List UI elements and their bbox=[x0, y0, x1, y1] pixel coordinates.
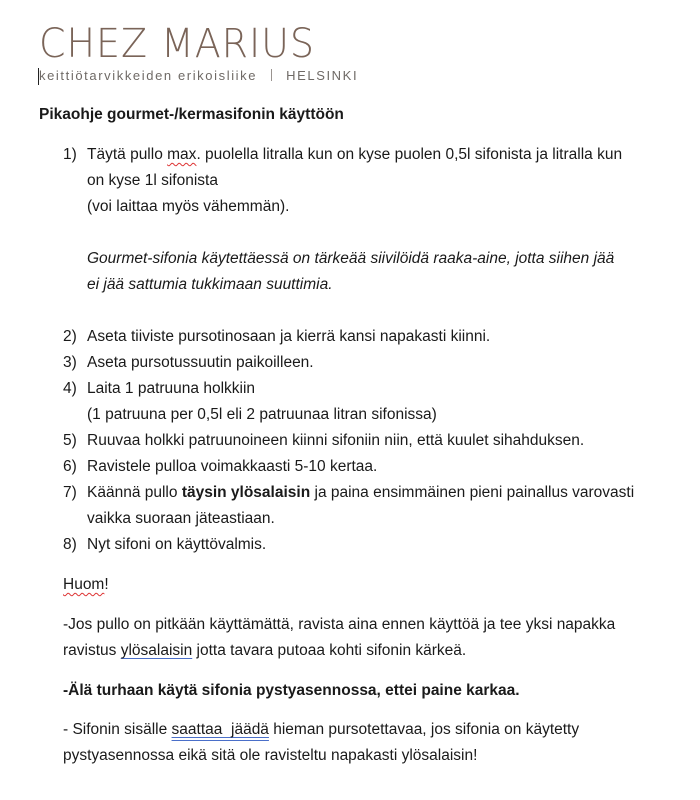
item-number: 8) bbox=[63, 536, 77, 553]
grammar-marked-phrase: saattaa jäädä bbox=[171, 721, 269, 738]
note-paragraph bbox=[63, 717, 579, 769]
warning-paragraph: -Älä turhaan käytä sifonia pystyasennossa, ettei paine karkaa. bbox=[63, 682, 520, 699]
list-item bbox=[63, 376, 693, 428]
list-item bbox=[63, 350, 693, 376]
list-item bbox=[63, 142, 693, 302]
item-text: Laita 1 patruuna holkkiin bbox=[87, 380, 256, 397]
note-line: -Jos pullo on pitkään käyttämättä, ravista aina ennen käyttöä ja tee yksi napakka bbox=[63, 616, 616, 633]
spellcheck-word: Huom bbox=[63, 576, 105, 593]
item-text: Aseta pursotussuutin paikoilleen. bbox=[87, 354, 314, 371]
spellcheck-word: max bbox=[167, 146, 197, 163]
item-number: 6) bbox=[63, 458, 77, 475]
logo-separator bbox=[271, 69, 272, 81]
item-text: Ravistele pulloa voimakkaasti 5-10 kertaa. bbox=[87, 458, 378, 475]
item-number: 3) bbox=[63, 354, 77, 371]
list-item bbox=[63, 428, 693, 454]
item-number: 4) bbox=[63, 380, 77, 397]
logo-name: CHEZ MARIUS bbox=[39, 21, 316, 67]
emphasis-text: täysin ylösalaisin bbox=[181, 484, 311, 501]
item-number: 1) bbox=[63, 146, 77, 163]
logo-city: HELSINKI bbox=[286, 68, 359, 83]
note-line: ravistus ylösalaisin jotta tavara putoaa kohti sifonin kärkeä. bbox=[63, 642, 467, 659]
list-item bbox=[63, 454, 693, 480]
logo-tagline-row bbox=[39, 68, 358, 83]
note-line: - Sifonin sisälle saattaa jäädä hieman pursotettavaa, jos sifonia on käytetty bbox=[63, 721, 580, 738]
item-text: Ruuvaa holkki patruunoineen kiinni sifoniin niin, että kuulet sihahduksen. bbox=[87, 432, 585, 449]
item-text: Nyt sifoni on käyttövalmis. bbox=[87, 536, 267, 553]
item-note-line: ei jää sattumia tukkimaan suuttimia. bbox=[87, 276, 333, 293]
note-line: pystyasennossa eikä sitä ole ravisteltu napakasti ylösalaisin! bbox=[63, 747, 478, 764]
item-text-line: (voi laittaa myös vähemmän). bbox=[87, 198, 290, 215]
item-text: Aseta tiiviste pursotinosaan ja kierrä kansi napakasti kiinni. bbox=[87, 328, 491, 345]
text-cursor bbox=[38, 68, 39, 85]
item-text: Täytä pullo max. puolella litralla kun on kyse puolen 0,5l sifonista ja litralla kun bbox=[87, 146, 623, 163]
item-number: 7) bbox=[63, 484, 77, 501]
list-item bbox=[63, 324, 693, 350]
item-number: 2) bbox=[63, 328, 77, 345]
list-item bbox=[63, 532, 693, 558]
item-text: Käännä pullo täysin ylösalaisin ja paina ensimmäinen pieni painallus varovasti bbox=[87, 484, 635, 501]
document-title: Pikaohje gourmet-/kermasifonin käyttöön bbox=[39, 106, 344, 123]
item-text-line: (1 patruuna per 0,5l eli 2 patruunaa litran sifonissa) bbox=[87, 406, 437, 423]
item-number: 5) bbox=[63, 432, 77, 449]
note-heading: Huom! bbox=[63, 576, 109, 593]
note-paragraph bbox=[63, 612, 615, 664]
item-note-line: Gourmet-sifonia käytettäessä on tärkeää siivilöidä raaka-aine, jotta siihen jää bbox=[87, 250, 615, 267]
store-logo bbox=[39, 21, 359, 83]
item-text-line: vaikka suoraan jäteastiaan. bbox=[87, 510, 275, 527]
logo-tagline: keittiötarvikkeiden erikoisliike bbox=[39, 68, 258, 83]
item-text-line: on kyse 1l sifonista bbox=[87, 172, 218, 189]
grammar-marked-word: ylösalaisin bbox=[120, 642, 193, 659]
list-item bbox=[63, 480, 693, 532]
